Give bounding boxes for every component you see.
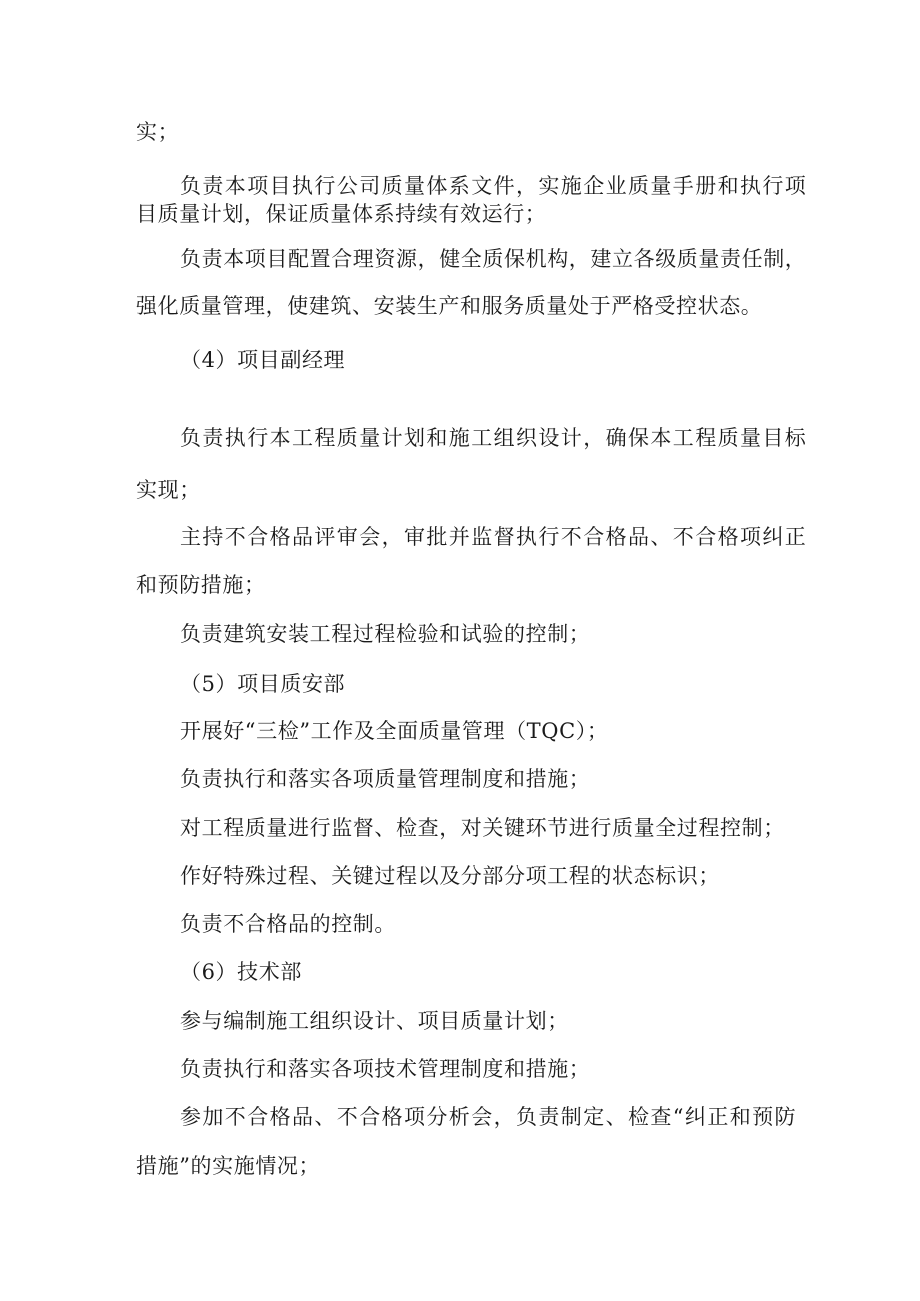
text-line: 负责本项目配置合理资源，健全质保机构，建立各级质量责任制， bbox=[180, 247, 807, 271]
text-line: 措施”的实施情况； bbox=[136, 1154, 321, 1178]
text-line: 实； bbox=[136, 120, 180, 144]
text-line: 目质量计划，保证质量体系持续有效运行； bbox=[136, 202, 547, 226]
text-line: 和预防措施； bbox=[136, 573, 266, 597]
section-heading: （4）项目副经理 bbox=[180, 348, 346, 372]
section-heading: （6）技术部 bbox=[180, 960, 302, 984]
text-line: 实现； bbox=[136, 478, 201, 502]
section-heading: （5）项目质安部 bbox=[180, 672, 346, 696]
text-line: 参与编制施工组织设计、项目质量计划； bbox=[180, 1009, 569, 1033]
text-line: 负责本项目执行公司质量体系文件，实施企业质量手册和执行项 bbox=[180, 174, 808, 198]
text-line: 负责不合格品的控制。 bbox=[180, 912, 396, 936]
text-line: 对工程质量进行监督、检查，对关键环节进行质量全过程控制； bbox=[180, 816, 785, 840]
text-line: 作好特殊过程、关键过程以及分部分项工程的状态标识； bbox=[180, 864, 720, 888]
text-line: 负责执行和落实各项技术管理制度和措施； bbox=[180, 1057, 591, 1081]
text-line: 开展好“三检”工作及全面质量管理（TQC）； bbox=[180, 719, 609, 743]
text-line: 负责执行和落实各项质量管理制度和措施； bbox=[180, 767, 591, 791]
text-line: 负责执行本工程质量计划和施工组织设计，确保本工程质量目标 bbox=[180, 426, 808, 450]
text-line: 主持不合格品评审会，审批并监督执行不合格品、不合格项纠正 bbox=[180, 525, 808, 549]
text-line: 强化质量管理，使建筑、安装生产和服务质量处于严格受控状态。 bbox=[136, 294, 763, 318]
text-line: 参加不合格品、不合格项分析会，负责制定、检查“纠正和预防 bbox=[180, 1105, 797, 1129]
text-line: 负责建筑安装工程过程检验和试验的控制； bbox=[180, 622, 591, 646]
